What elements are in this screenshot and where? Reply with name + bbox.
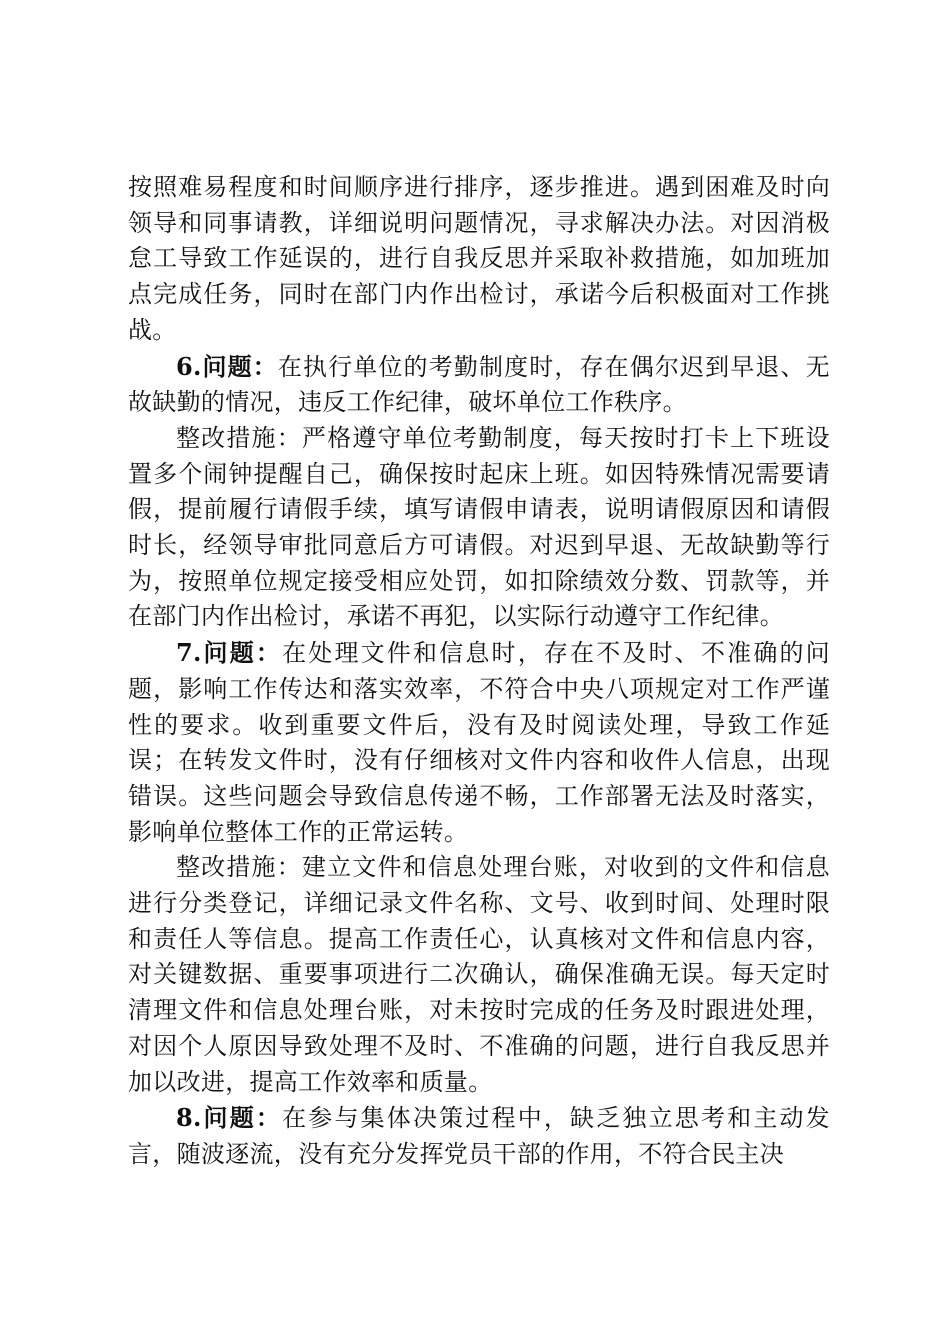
paragraph-issue-6 xyxy=(128,349,830,421)
paragraph-issue-8 xyxy=(128,1100,830,1172)
paragraph-issue-7 xyxy=(128,635,830,850)
paragraph-text: 在执行单位的考勤制度时，存在偶尔迟到早退、无故缺勤的情况，违反工作纪律，破坏单位工作秩序。 xyxy=(128,352,830,417)
paragraph-measures-6 xyxy=(128,421,830,635)
issue-label: 7.问题： xyxy=(176,638,283,668)
document-body xyxy=(128,170,830,1173)
issue-label: 6.问题： xyxy=(176,351,278,381)
paragraph-measures-7 xyxy=(128,850,830,1100)
paragraph-text: 在处理文件和信息时，存在不及时、不准确的问题，影响工作传达和落实效率，不符合中央八项规定对工作严谨性的要求。收到重要文件后，没有及时阅读处理，导致工作延误；在转发文件时，没有仔细核对文件内容和收件人信息，出现错误。这些问题会导致信息传递不畅，工作部署无法及时落实，影响单位整体工作的正常运转。 xyxy=(128,639,830,846)
paragraph-text: 在参与集体决策过程中，缺乏独立思考和主动发言，随波逐流，没有充分发挥党员干部的作用，不符合民主决 xyxy=(128,1104,830,1168)
paragraph-text: 整改措施：严格遵守单位考勤制度，每天按时打卡上下班设置多个闹钟提醒自己，确保按时起床上班。如因特殊情况需要请假，提前履行请假手续，填写请假申请表，说明请假原因和请假时长，经领导审批同意后方可请假。对迟到早退、无故缺勤等行为，按照单位规定接受相应处罚，如扣除绩效分数、罚款等，并在部门内作出检讨，承诺不再犯，以实际行动遵守工作纪律。 xyxy=(128,423,830,631)
issue-label: 8.问题： xyxy=(176,1103,283,1133)
paragraph-text: 整改措施：建立文件和信息处理台账，对收到的文件和信息进行分类登记，详细记录文件名称、文号、收到时间、处理时限和责任人等信息。提高工作责任心，认真核对文件和信息内容，对关键数据、重要事项进行二次确认，确保准确无误。每天定时清理文件和信息处理台账，对未按时完成的任务及时跟进处理，对因个人原因导致处理不及时、不准确的问题，进行自我反思并加以改进，提高工作效率和质量。 xyxy=(128,853,830,1096)
paragraph-text: 按照难易程度和时间顺序进行排序，逐步推进。遇到困难及时向领导和同事请教，详细说明问题情况，寻求解决办法。对因消极怠工导致工作延误的，进行自我反思并采取补救措施，如加班加点完成任务，同时在部门内作出检讨，承诺今后积极面对工作挑战。 xyxy=(128,173,830,344)
paragraph-continuation xyxy=(128,170,830,349)
